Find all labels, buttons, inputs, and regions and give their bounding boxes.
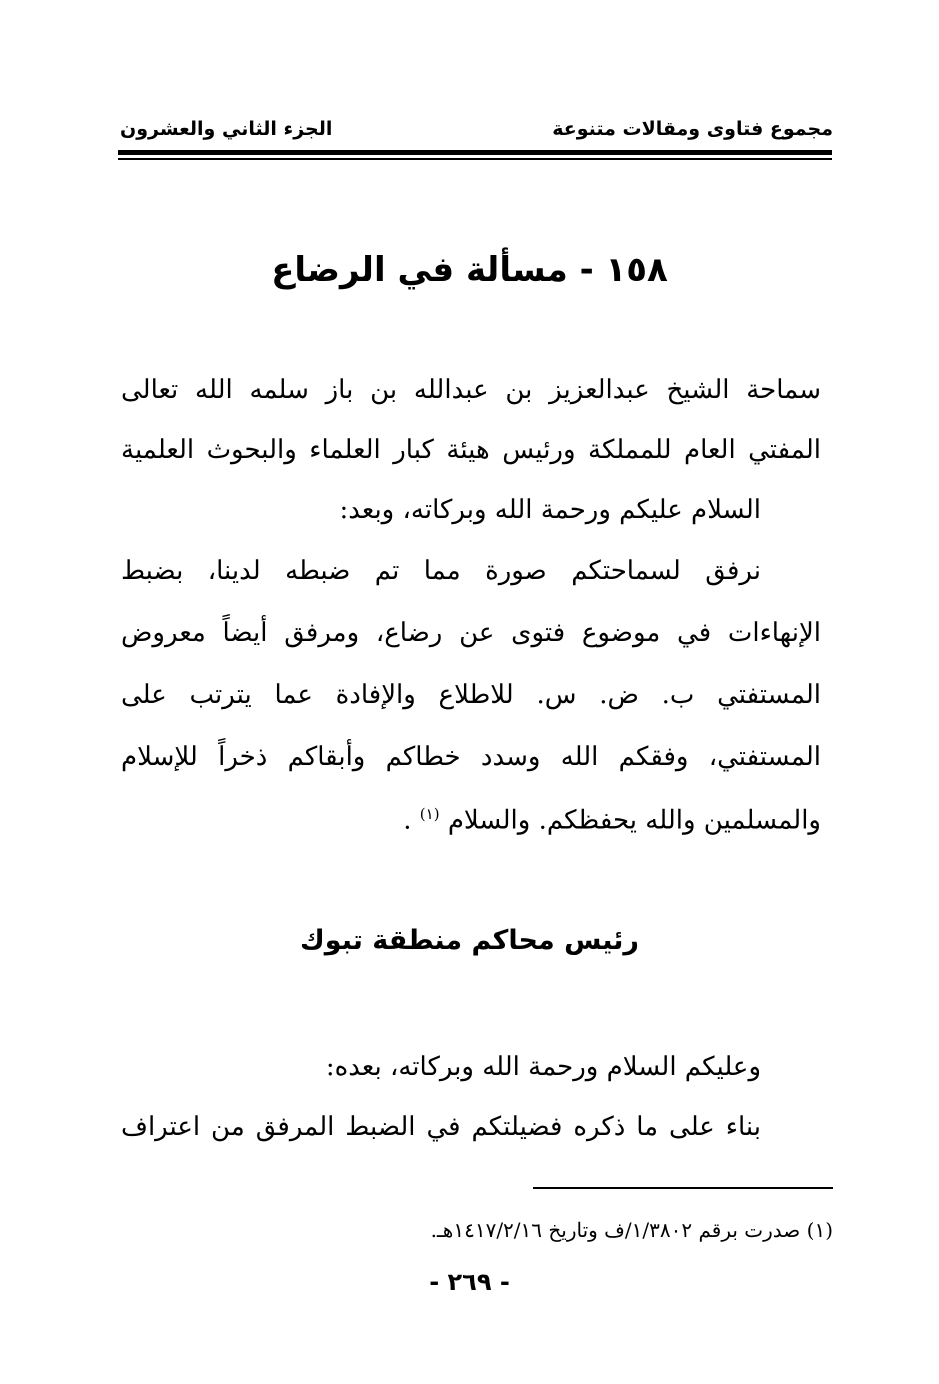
- footnote-rule: [533, 1187, 833, 1189]
- page-title: ١٥٨ - مسألة في الرضاع: [271, 250, 668, 290]
- reply-line-1: وعليكم السلام ورحمة الله وبركاته، بعده:: [325, 1052, 761, 1082]
- letter-line-6: المستفتي ب. ض. س. للاطلاع والإفادة عما يترتب على: [121, 680, 821, 710]
- book-title-header: مجموع فتاوى ومقالات متنوعة: [552, 118, 833, 140]
- volume-header: الجزء الثاني والعشرون: [120, 118, 333, 140]
- letter-line-2: المفتي العام للمملكة ورئيس هيئة كبار العلماء والبحوث العلمية: [121, 435, 821, 465]
- letter-line-5: الإنهاءات في موضوع فتوى عن رضاع، ومرفق أيضاً معروض: [121, 618, 821, 648]
- letter-closing: والمسلمين والله يحفظكم. والسلام: [447, 805, 821, 836]
- footnote-ref: (١): [419, 805, 440, 823]
- reply-line-2: بناء على ما ذكره فضيلتكم في الضبط المرفق من اعتراف: [121, 1112, 761, 1142]
- header-rule-thick: [118, 150, 832, 155]
- letter-line-7: المستفتي، وفقكم الله وسدد خطاكم وأبقاكم ذخراً للإسلام: [121, 742, 821, 772]
- header-rule-thin: [118, 158, 832, 160]
- footnote: (١) صدرت برقم ١/٣٨٠٢/ف وتاريخ ١٤١٧/٢/١٦هـ.: [430, 1218, 833, 1242]
- letter-line-4: نرفق لسماحتكم صورة مما تم ضبطه لدينا، بضبط: [121, 556, 761, 586]
- letter-line-3: السلام عليكم ورحمة الله وبركاته، وبعد:: [339, 495, 761, 525]
- letter-line-8: [403, 805, 821, 837]
- signature: رئيس محاكم منطقة تبوك: [300, 925, 639, 956]
- letter-line-1: سماحة الشيخ عبدالعزيز بن عبدالله بن باز سلمه الله تعالى: [121, 375, 821, 405]
- page-number: - ٢٦٩ -: [429, 1268, 510, 1296]
- letter-period: .: [403, 805, 412, 836]
